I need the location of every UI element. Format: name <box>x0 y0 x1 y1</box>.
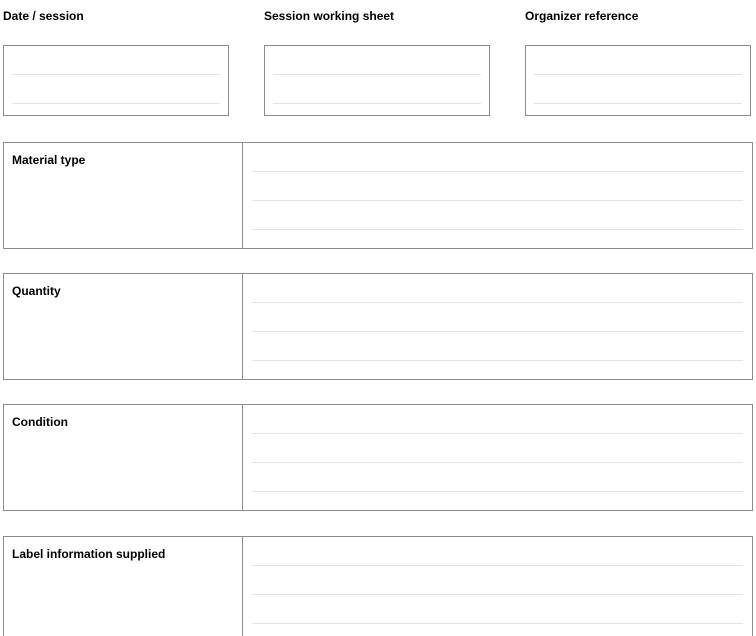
date-session-field[interactable] <box>3 45 229 116</box>
condition-row <box>3 404 753 511</box>
material-type-label: Material type <box>12 153 86 167</box>
writing-line <box>12 103 220 104</box>
label-information-label: Label information supplied <box>12 547 166 561</box>
material-type-field[interactable] <box>243 143 752 248</box>
writing-line <box>12 74 220 75</box>
writing-line <box>252 594 743 595</box>
condition-label-cell <box>4 405 243 510</box>
condition-label: Condition <box>12 415 68 429</box>
quantity-row <box>3 273 753 380</box>
organizer-reference-field[interactable] <box>525 45 751 116</box>
writing-line <box>252 229 743 230</box>
writing-line <box>252 360 743 361</box>
writing-line <box>252 491 743 492</box>
session-working-sheet-label: Session working sheet <box>264 9 395 23</box>
writing-line <box>273 74 481 75</box>
quantity-label-cell <box>4 274 243 379</box>
writing-line <box>252 565 743 566</box>
label-information-field[interactable] <box>243 537 752 636</box>
organizer-reference-label: Organizer reference <box>525 9 639 23</box>
writing-line <box>252 433 743 434</box>
writing-line <box>252 302 743 303</box>
material-type-label-cell <box>4 143 243 248</box>
writing-line <box>273 103 481 104</box>
writing-line <box>534 103 742 104</box>
quantity-field[interactable] <box>243 274 752 379</box>
writing-line <box>252 623 743 624</box>
date-session-label: Date / session <box>3 9 84 23</box>
session-working-sheet-field[interactable] <box>264 45 490 116</box>
condition-field[interactable] <box>243 405 752 510</box>
label-information-label-cell <box>4 537 243 636</box>
writing-line <box>534 74 742 75</box>
writing-line <box>252 200 743 201</box>
writing-line <box>252 462 743 463</box>
quantity-label: Quantity <box>12 284 61 298</box>
label-information-row <box>3 536 753 636</box>
writing-line <box>252 171 743 172</box>
material-type-row <box>3 142 753 249</box>
writing-line <box>252 331 743 332</box>
